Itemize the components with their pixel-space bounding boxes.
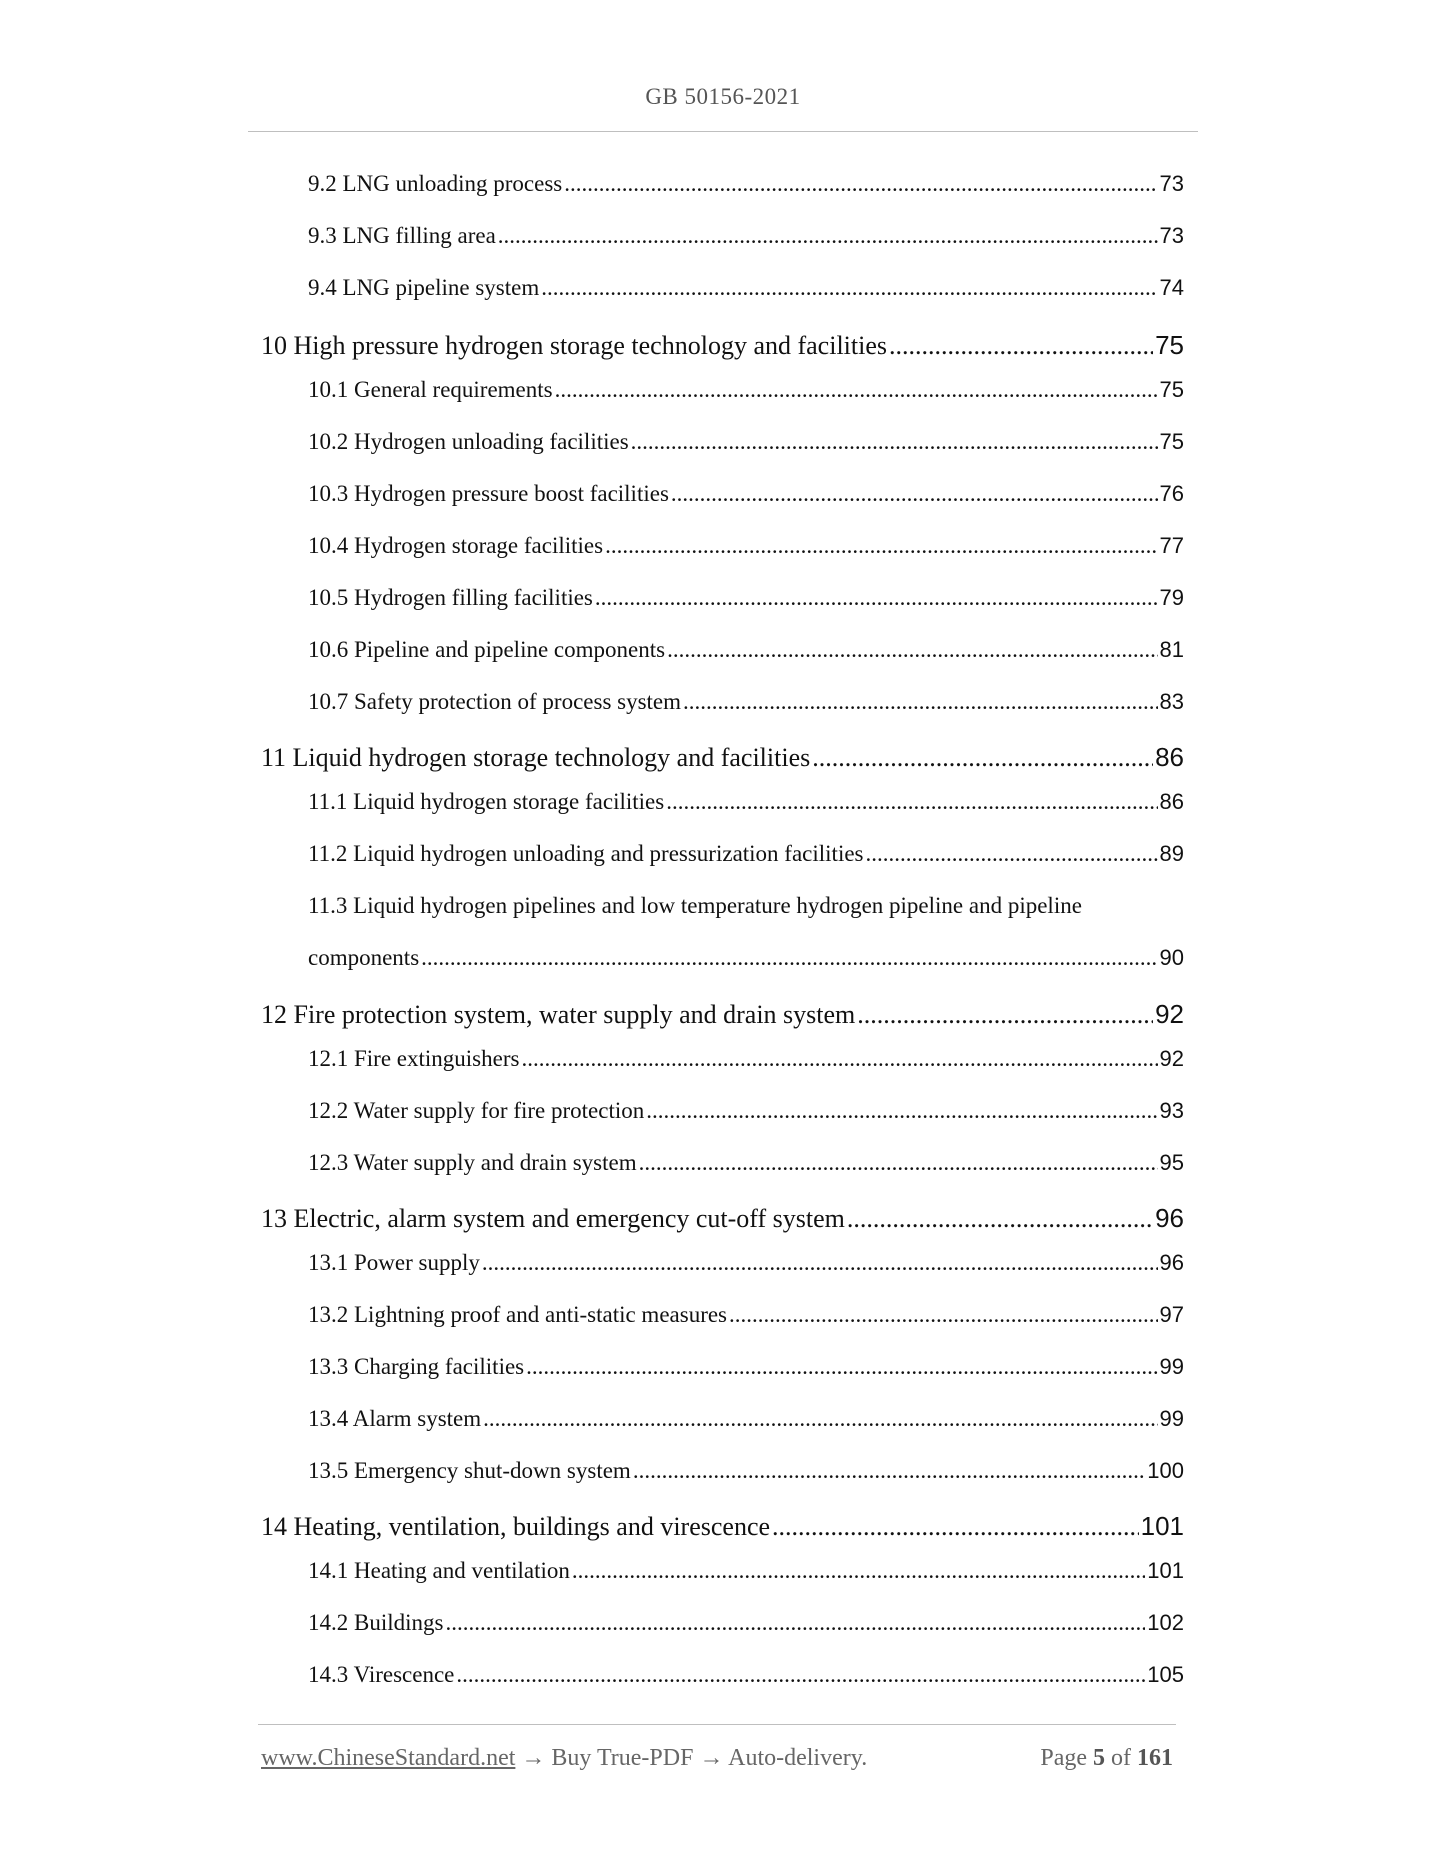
toc-chapter-entry[interactable] [261,999,1184,1030]
toc-entry-title: 13.1 Power supply [308,1250,480,1275]
toc-entry[interactable] [308,481,1184,507]
toc-entry-title: 11.1 Liquid hydrogen storage facilities [308,789,665,814]
total-page-count: 161 [1137,1745,1173,1771]
toc-leader-dots [445,1610,1145,1636]
toc-entry-page: 75 [1159,429,1184,454]
toc-entry[interactable] [308,1610,1184,1636]
toc-entry-wrapped-line[interactable] [308,893,1184,919]
toc-entry-page: 81 [1159,637,1184,662]
toc-entry-page: 105 [1147,1662,1184,1687]
toc-leader-dots [772,1512,1139,1542]
toc-entry[interactable] [308,1458,1184,1484]
toc-leader-dots [521,1046,1157,1072]
toc-entry-page: 100 [1147,1458,1184,1483]
page-label: Page [1040,1745,1087,1771]
toc-entry-title: 14.2 Buildings [308,1610,444,1635]
toc-entry-page: 97 [1159,1302,1184,1327]
toc-leader-dots [683,689,1157,715]
footer-promo [261,1745,867,1772]
toc-entry[interactable] [308,171,1184,197]
toc-entry-title: 14.3 Virescence [308,1662,455,1687]
toc-entry[interactable] [308,945,1184,971]
toc-leader-dots [456,1662,1145,1688]
toc-entry-title: 9.2 LNG unloading process [308,171,563,196]
toc-entry-title: 13.2 Lightning proof and anti-static measures [308,1302,728,1327]
toc-entry-page: 95 [1159,1150,1184,1175]
toc-entry-title: 13.4 Alarm system [308,1406,482,1431]
toc-entry-page: 89 [1159,841,1184,866]
toc-entry[interactable] [308,1250,1184,1276]
toc-entry-title: 12.2 Water supply for fire protection [308,1098,645,1123]
website-link[interactable]: www.ChineseStandard.net [261,1745,516,1771]
toc-chapter-entry[interactable] [261,330,1184,361]
toc-entry-title: 9.4 LNG pipeline system [308,275,540,300]
toc-leader-dots [639,1150,1158,1176]
toc-entry-title: 10.3 Hydrogen pressure boost facilities [308,481,669,506]
toc-entry[interactable] [308,1046,1184,1072]
toc-leader-dots [812,743,1153,773]
toc-entry[interactable] [308,377,1184,403]
toc-entry-page: 73 [1159,171,1184,196]
page-indicator [1040,1745,1173,1772]
toc-leader-dots [729,1302,1158,1328]
toc-entry-title: 10 High pressure hydrogen storage technology and facilities [261,331,887,360]
toc-leader-dots [564,171,1157,197]
toc-leader-dots [857,1000,1153,1030]
toc-entry-page: 76 [1159,481,1184,506]
toc-entry-title: 12.3 Water supply and drain system [308,1150,637,1175]
toc-leader-dots [847,1204,1153,1234]
header-divider [248,131,1198,132]
toc-entry[interactable] [308,275,1184,301]
toc-leader-dots [889,331,1153,361]
page-footer [261,1745,1173,1772]
toc-entry-title: 13.3 Charging facilities [308,1354,525,1379]
toc-entry[interactable] [308,1302,1184,1328]
toc-entry-page: 90 [1159,945,1184,970]
toc-entry-title: 14.1 Heating and ventilation [308,1558,570,1583]
toc-entry-page: 75 [1159,377,1184,402]
toc-leader-dots [483,1406,1157,1432]
toc-entry[interactable] [308,1150,1184,1176]
toc-entry-page: 101 [1140,1511,1184,1541]
toc-leader-dots [526,1354,1157,1380]
toc-entry[interactable] [308,1558,1184,1584]
toc-chapter-entry[interactable] [261,1203,1184,1234]
toc-entry-page: 73 [1159,223,1184,248]
toc-entry-page: 96 [1159,1250,1184,1275]
toc-chapter-entry[interactable] [261,742,1184,773]
footer-divider [258,1724,1176,1725]
footer-promo-text: → Buy True-PDF → Auto-delivery. [521,1745,868,1771]
toc-entry[interactable] [308,533,1184,559]
toc-entry-title: 11.2 Liquid hydrogen unloading and pressurization facilities [308,841,864,866]
toc-leader-dots [482,1250,1158,1276]
toc-entry-title: 10.4 Hydrogen storage facilities [308,533,604,558]
toc-entry[interactable] [308,689,1184,715]
toc-entry-page: 83 [1159,689,1184,714]
toc-entry-title: components [308,945,420,970]
toc-entry-title: 10.5 Hydrogen filling facilities [308,585,593,610]
toc-entry[interactable] [308,585,1184,611]
toc-entry-page: 93 [1159,1098,1184,1123]
toc-entry[interactable] [308,429,1184,455]
toc-entry-page: 99 [1159,1406,1184,1431]
toc-entry-title: 10.7 Safety protection of process system [308,689,682,714]
toc-entry-title: 14 Heating, ventilation, buildings and virescence [261,1512,771,1541]
toc-leader-dots [666,789,1157,815]
toc-entry-page: 75 [1155,330,1184,360]
toc-leader-dots [572,1558,1145,1584]
toc-entry-title: 11 Liquid hydrogen storage technology and facilities [261,743,811,772]
toc-entry-title: 10.6 Pipeline and pipeline components [308,637,666,662]
toc-entry-page: 77 [1159,533,1184,558]
toc-entry-page: 101 [1147,1558,1184,1583]
toc-leader-dots [595,585,1158,611]
header-doc-code: GB 50156-2021 [645,84,801,109]
toc-entry[interactable] [308,637,1184,663]
toc-entry-title: 10.1 General requirements [308,377,553,402]
toc-entry-title: 13 Electric, alarm system and emergency cut-off system [261,1204,845,1233]
toc-leader-dots [498,223,1158,249]
toc-entry[interactable] [308,223,1184,249]
toc-chapter-entry[interactable] [261,1511,1184,1542]
toc-entry-title: 12 Fire protection system, water supply and drain system [261,1000,856,1029]
toc-entry[interactable] [308,841,1184,867]
toc-entry-title: 12.1 Fire extinguishers [308,1046,520,1071]
toc-entry[interactable] [308,1354,1184,1380]
toc-entry-page: 74 [1159,275,1184,300]
toc-entry-page: 96 [1155,1203,1184,1233]
toc-entry-page: 92 [1155,999,1184,1029]
toc-leader-dots [671,481,1158,507]
toc-leader-dots [541,275,1157,301]
toc-leader-dots [646,1098,1157,1124]
toc-entry-page: 86 [1159,789,1184,814]
page-of-label: of [1111,1745,1131,1771]
toc-leader-dots [866,841,1158,867]
toc-leader-dots [633,1458,1145,1484]
toc-leader-dots [667,637,1157,663]
toc-entry-title-line1: 11.3 Liquid hydrogen pipelines and low temperature hydrogen pipeline and pipeline [308,893,1082,918]
toc-entry-title: 10.2 Hydrogen unloading facilities [308,429,629,454]
toc-leader-dots [631,429,1158,455]
toc-entry-title: 9.3 LNG filling area [308,223,496,248]
toc-entry[interactable] [308,1406,1184,1432]
toc-leader-dots [605,533,1157,559]
toc-entry-page: 79 [1159,585,1184,610]
current-page-number: 5 [1093,1745,1105,1771]
toc-entry[interactable] [308,789,1184,815]
toc-entry-page: 99 [1159,1354,1184,1379]
toc-entry-page: 92 [1159,1046,1184,1071]
toc-entry[interactable] [308,1098,1184,1124]
toc-leader-dots [555,377,1158,403]
toc-entry[interactable] [308,1662,1184,1688]
toc-entry-page: 86 [1155,742,1184,772]
toc-entry-title: 13.5 Emergency shut-down system [308,1458,631,1483]
toc-leader-dots [421,945,1157,971]
toc-entry-page: 102 [1147,1610,1184,1635]
